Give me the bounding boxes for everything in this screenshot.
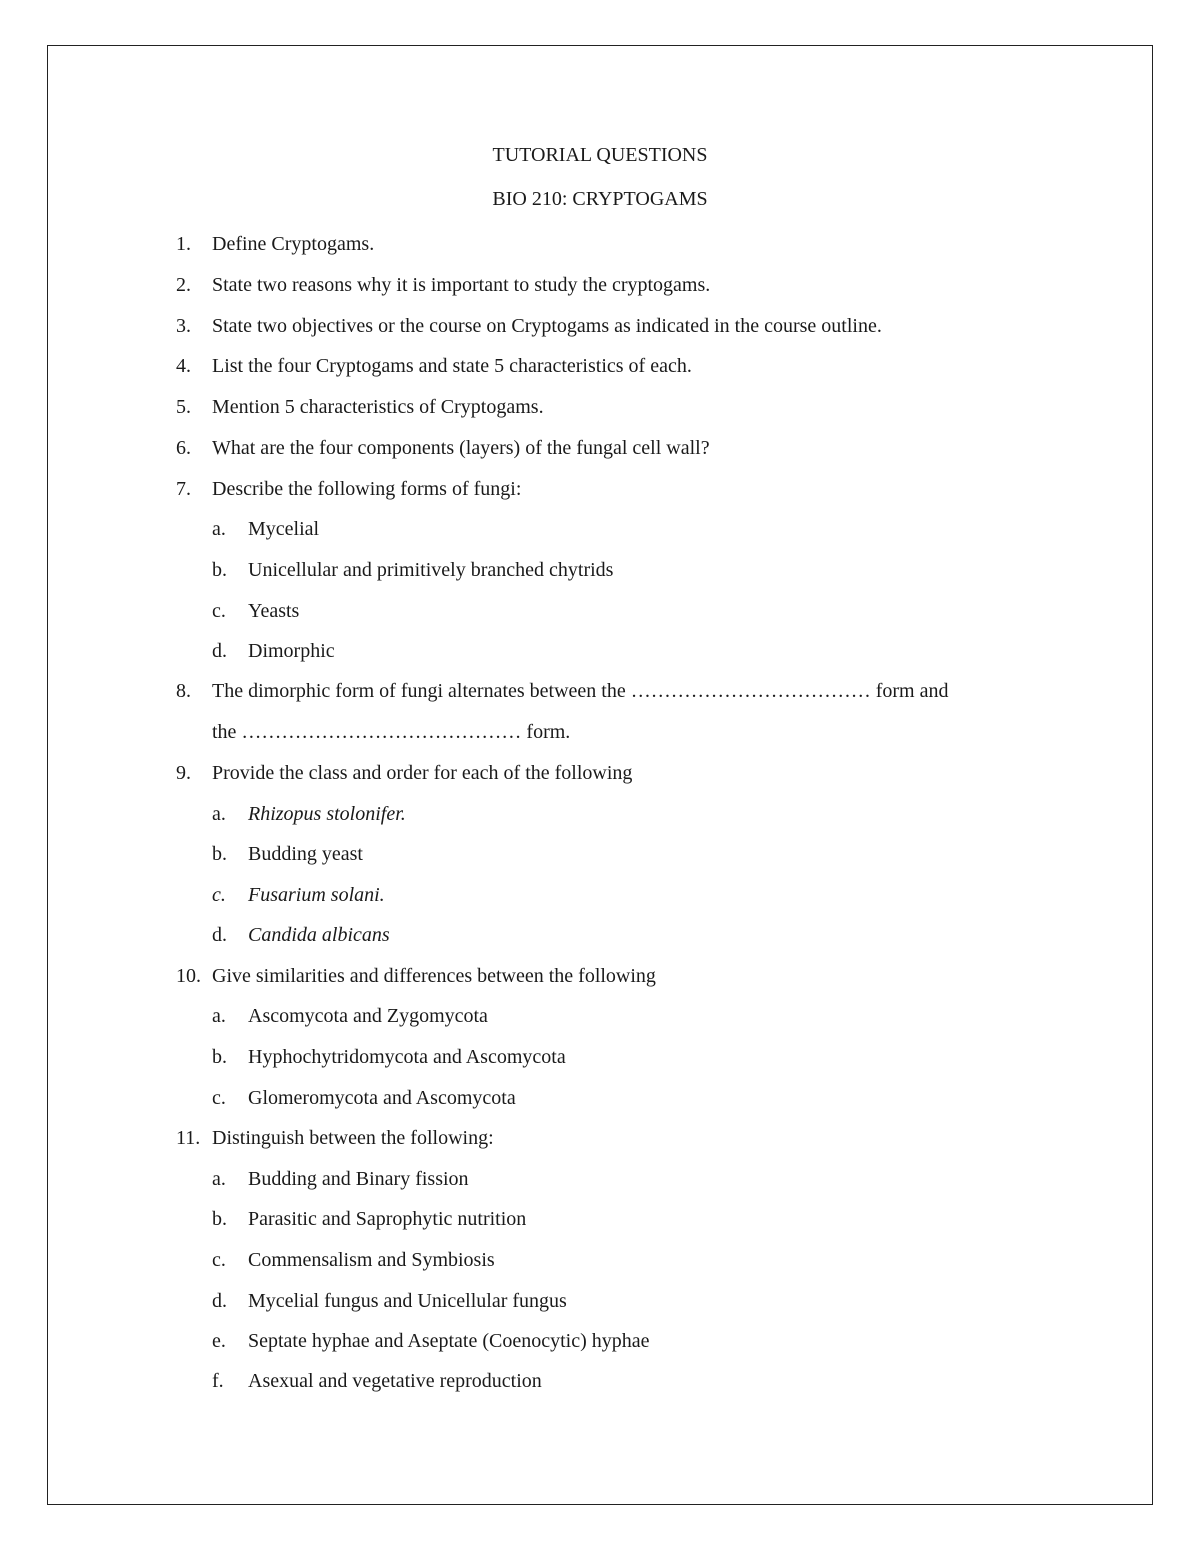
- question-text: Mention 5 characteristics of Cryptogams.: [212, 396, 544, 418]
- sub-item-letter: c.: [212, 1087, 226, 1109]
- sub-item-text: Septate hyphae and Aseptate (Coenocytic) hyphae: [248, 1330, 650, 1352]
- sub-item-letter: d.: [212, 640, 227, 662]
- question-text: List the four Cryptogams and state 5 characteristics of each.: [212, 355, 692, 377]
- sub-item-text: Candida albicans: [248, 924, 390, 946]
- sub-item-text: Mycelial fungus and Unicellular fungus: [248, 1290, 567, 1312]
- sub-item-text: Parasitic and Saprophytic nutrition: [248, 1208, 527, 1230]
- question-number: 5.: [176, 396, 191, 418]
- sub-item-text: Rhizopus stolonifer.: [248, 803, 406, 825]
- question-text: Provide the class and order for each of the following: [212, 762, 633, 784]
- sub-item-letter: a.: [212, 803, 226, 825]
- question-number: 4.: [176, 355, 191, 377]
- sub-item-letter: d.: [212, 924, 227, 946]
- sub-item-letter: b.: [212, 843, 227, 865]
- question-text: The dimorphic form of fungi alternates between the ……………………………… form and: [212, 680, 949, 702]
- question-number: 10.: [176, 965, 201, 987]
- question-text: the …………………………………… form.: [212, 721, 571, 743]
- sub-item-letter: c.: [212, 1249, 226, 1271]
- course-title: BIO 210: CRYPTOGAMS: [492, 188, 708, 210]
- sub-item-text: Dimorphic: [248, 640, 335, 662]
- sub-item-text: Budding yeast: [248, 843, 363, 865]
- sub-item-letter: b.: [212, 559, 227, 581]
- sub-item-text: Unicellular and primitively branched chytrids: [248, 559, 614, 581]
- sub-item-text: Yeasts: [248, 600, 300, 622]
- sub-item-letter: d.: [212, 1290, 227, 1312]
- sub-item-letter: b.: [212, 1046, 227, 1068]
- sub-item-text: Glomeromycota and Ascomycota: [248, 1087, 516, 1109]
- question-number: 3.: [176, 315, 191, 337]
- sub-item-text: Mycelial: [248, 518, 320, 540]
- question-text: State two reasons why it is important to study the cryptogams.: [212, 274, 711, 296]
- question-number: 6.: [176, 437, 191, 459]
- question-text: Define Cryptogams.: [212, 233, 375, 255]
- sub-item-letter: e.: [212, 1330, 226, 1352]
- sub-item-letter: c.: [212, 600, 226, 622]
- question-number: 11.: [176, 1127, 201, 1149]
- question-number: 8.: [176, 680, 191, 702]
- sub-item-letter: a.: [212, 1005, 226, 1027]
- question-text: Give similarities and differences between the following: [212, 965, 656, 987]
- sub-item-letter: a.: [212, 1168, 226, 1190]
- sub-item-text: Hyphochytridomycota and Ascomycota: [248, 1046, 566, 1068]
- sub-item-letter: f.: [212, 1370, 224, 1392]
- sub-item-text: Fusarium solani.: [248, 884, 385, 906]
- sub-item-letter: b.: [212, 1208, 227, 1230]
- sub-item-text: Asexual and vegetative reproduction: [248, 1370, 542, 1392]
- sub-item-letter: c.: [212, 884, 226, 906]
- question-number: 7.: [176, 478, 191, 500]
- question-text: State two objectives or the course on Cryptogams as indicated in the course outline.: [212, 315, 882, 337]
- sub-item-letter: a.: [212, 518, 226, 540]
- question-text: What are the four components (layers) of the fungal cell wall?: [212, 437, 710, 459]
- document-title: TUTORIAL QUESTIONS: [492, 144, 708, 166]
- question-text: Distinguish between the following:: [212, 1127, 494, 1149]
- question-number: 2.: [176, 274, 191, 296]
- sub-item-text: Commensalism and Symbiosis: [248, 1249, 495, 1271]
- question-number: 9.: [176, 762, 191, 784]
- question-text: Describe the following forms of fungi:: [212, 478, 522, 500]
- sub-item-text: Ascomycota and Zygomycota: [248, 1005, 488, 1027]
- question-number: 1.: [176, 233, 191, 255]
- sub-item-text: Budding and Binary fission: [248, 1168, 469, 1190]
